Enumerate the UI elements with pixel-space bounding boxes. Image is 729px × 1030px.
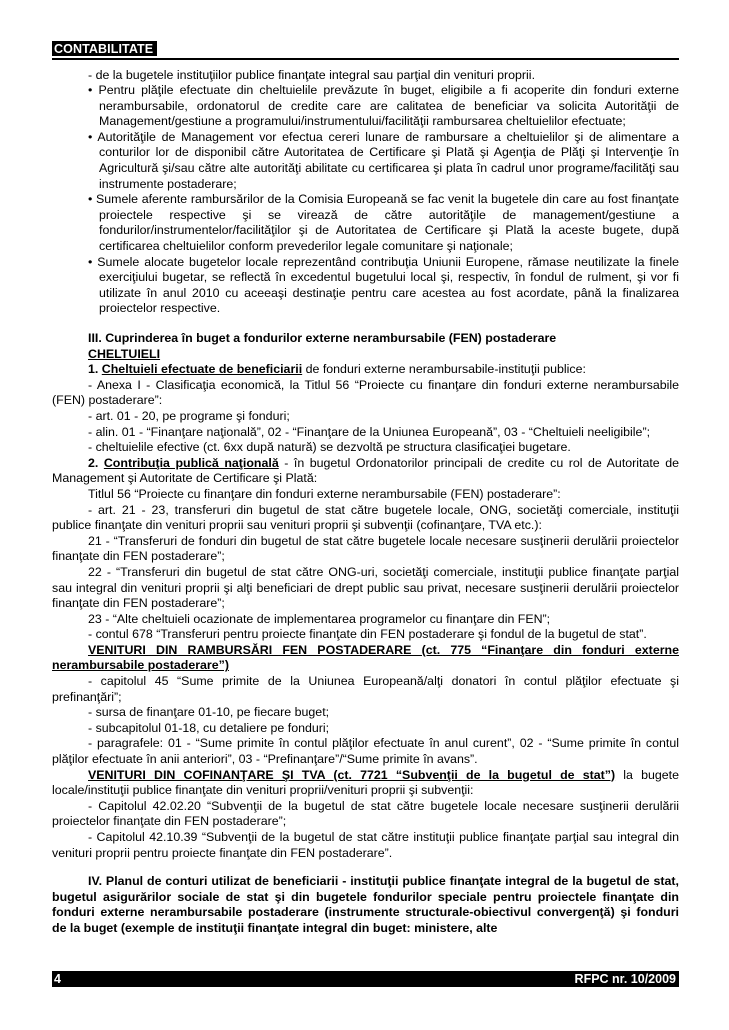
bullet-item: • Sumele alocate bugetelor locale reprezentând contribuţia Uniunii Europene, rămase neutilizate la finele exerciţiului bugetar, se reflectă în excedentul bugetului local şi, respectiv, în fondul de rulment, şi vor fi utilizate în anul 2010 cu aceeaşi destinaţie pentru care acestea au fost acordate, până la finalizarea proiectelor respective. xyxy=(88,254,679,316)
cofinantare-heading: VENITURI DIN COFINANŢARE ŞI TVA (ct. 7721 “Subvenţii de la bugetul de stat”) xyxy=(88,767,616,782)
p1-title: Cheltuieli efectuate de beneficiarii xyxy=(101,362,303,377)
p2-title: Contribuţia publică naţională xyxy=(103,455,279,470)
p1-item: - cheltuielile efective (ct. 6xx după natură) se dezvoltă pe structura clasificaţiei bugetare. xyxy=(88,440,571,455)
bullet-item: • Pentru plăţile efectuate din cheltuielile prevăzute în buget, eligibile a fi acoperite din fonduri externe nerambursabile, ordonatorul de credite care are calitatea de beneficiar va solicita Autorităţii de Management/gestiune a programului/instrumentului/facilităţii rambursarea cheltuielilor efectuate; xyxy=(88,83,679,129)
bullet-item: • Autorităţile de Management vor efectua cereri lunare de rambursare a cheltuielilor şi de alimentare a conturilor lor de disponibil către Autoritatea de Certificare şi Plată şi Agenţia de Plăţi şi Intervenţie în Agricultură şi/sau către alte autorităţi abilitate cu certificarea şi plata în cadrul unor programe/facilităţi sau instrumente postaderare; xyxy=(88,129,679,191)
venituri-item: - capitolul 45 “Sume primite de la Uniunea Europeană/alţi donatori în contul plăţilor efectuate şi prefinanţări”; xyxy=(52,674,679,704)
p2-titlu: Titlul 56 “Proiecte cu finanţare din fonduri externe nerambursabile (FEN) postaderare”: xyxy=(88,486,561,501)
p1-rest: de fonduri externe nerambursabile-instituţii publice: xyxy=(302,362,586,377)
dash-line: - de la bugetele instituţiilor publice finanţate integral sau parţial din venituri proprii. xyxy=(88,67,536,82)
p2-number: 2. xyxy=(88,455,104,470)
cheltuieli-heading: CHELTUIELI xyxy=(88,346,161,361)
section-3-title: III. Cuprinderea în buget a fondurilor externe nerambursabile (FEN) postaderare xyxy=(88,331,557,345)
venituri-cofinantare xyxy=(52,768,679,799)
p2-cont-678: - contul 678 “Transferuri pentru proiecte finanţate din FEN postaderare şi fondul de la bugetul de stat”. xyxy=(88,627,647,642)
page xyxy=(52,40,679,937)
section-4-title: IV. Planul de conturi utilizat de beneficiarii - instituţii publice finanţate integral de la bugetul de stat, bugetul asigurărilor sociale de stat şi din bugetele fondurilor speciale pentru proiectele finanţate din fonduri externe nerambursabile postaderare (instrumente structurale-obiectivul convergenţă) şi fonduri de la buget (exemple de instituţii finanţate integral din buget: ministere, alte xyxy=(52,874,679,935)
venituri-item: - paragrafele: 01 - “Sume primite în contul plăţilor efectuate în anul curent”, 02 - “Sume primite în contul plăţilor efectuate în anii anteriori”, 03 - “Prefinanţare”/“Sume primite în avans”. xyxy=(52,736,679,767)
page-number: 4 xyxy=(54,972,61,986)
footer-bar xyxy=(52,971,679,987)
cofinantare-item: - Capitolul 42.02.20 “Subvenţii de la bugetul de stat către bugetele locale necesare susţinerii derulării proiectelor finanţate din FEN postaderare”; xyxy=(52,798,679,829)
p2-art-22: 22 - “Transferuri din bugetul de stat către ONG-uri, societăţi comerciale, instituţii publice finanţate parţial sau integral din venituri proprii şi alţi beneficiari de drept public sau privat, necesare susţinerii derulării proiectelor finanţate din FEN postaderare”; xyxy=(52,564,679,611)
document-body xyxy=(52,68,679,937)
venituri-rambursari-heading: VENITURI DIN RAMBURSĂRI FEN POSTADERARE (ct. 775 “Finanţare din fonduri externe nerambursabile postaderare”) xyxy=(52,642,679,673)
p1-item: - alin. 01 - “Finanţare naţională”, 02 - “Finanţare de la Uniunea Europeană”, 03 - “Cheltuieli neeligibile”; xyxy=(88,424,651,439)
p2-art: - art. 21 - 23, transferuri din bugetul de stat către bugetele locale, ONG, societăţi comerciale, instituţii publice finanţate din venituri proprii sau venituri proprii şi subvenţii (cofinanţare, TVA etc.): xyxy=(52,502,679,533)
venituri-item: - subcapitolul 01-18, cu detaliere pe fonduri; xyxy=(88,720,330,735)
p1-number: 1. xyxy=(88,362,102,377)
cofinantare-item: - Capitolul 42.10.39 “Subvenţii de la bugetul de stat către instituţii publice finanţate parţial sau integral din venituri proprii pentru proiecte finanţate din FEN postaderare”. xyxy=(52,830,679,860)
venituri-item: - sursa de finanţare 01-10, pe fiecare buget; xyxy=(88,705,330,720)
journal-issue: RFPC nr. 10/2009 xyxy=(574,972,676,986)
p1-item: - art. 01 - 20, pe programe şi fonduri; xyxy=(88,408,290,423)
paragraph-2 xyxy=(52,456,679,487)
cofinantare-rest: la bugete locale/instituţii publice finanţate din venituri proprii/venituri proprii şi subvenţii: xyxy=(52,767,679,798)
p2-rest: - în bugetul Ordonatorilor principali de credite cu rol de Autoritate de Management şi Autoritate de Certificare şi Plată: xyxy=(52,455,679,486)
header-rule xyxy=(52,58,679,60)
p2-art-21: 21 - “Transferuri de fonduri din bugetul de stat către bugetele locale necesare susţinerii derulării proiectelor finanţate din FEN postaderare”; xyxy=(52,533,679,564)
p1-anexa: - Anexa I - Clasificaţia economică, la Titlul 56 “Proiecte cu finanţare din fonduri externe nerambursabile (FEN) postaderare”: xyxy=(52,377,679,408)
p2-art-23: 23 - “Alte cheltuieli ocazionate de implementarea programelor cu finanţare din FEN”; xyxy=(88,611,551,626)
paragraph-1 xyxy=(52,362,679,378)
section-header: CONTABILITATE xyxy=(52,41,157,56)
bullet-item: • Sumele aferente rambursărilor de la Comisia Europeană se fac venit la bugetele din care au fost finanţate proiectele respective şi se virează de către autorităţile de management/gestiune a fondurilor/instrumentelor/facilităţilor şi de Autoritatea de Certificare şi Plată la aceste bugete, după certificarea cheltuielilor conform prevederilor legale comunitare şi naţionale; xyxy=(88,192,679,254)
